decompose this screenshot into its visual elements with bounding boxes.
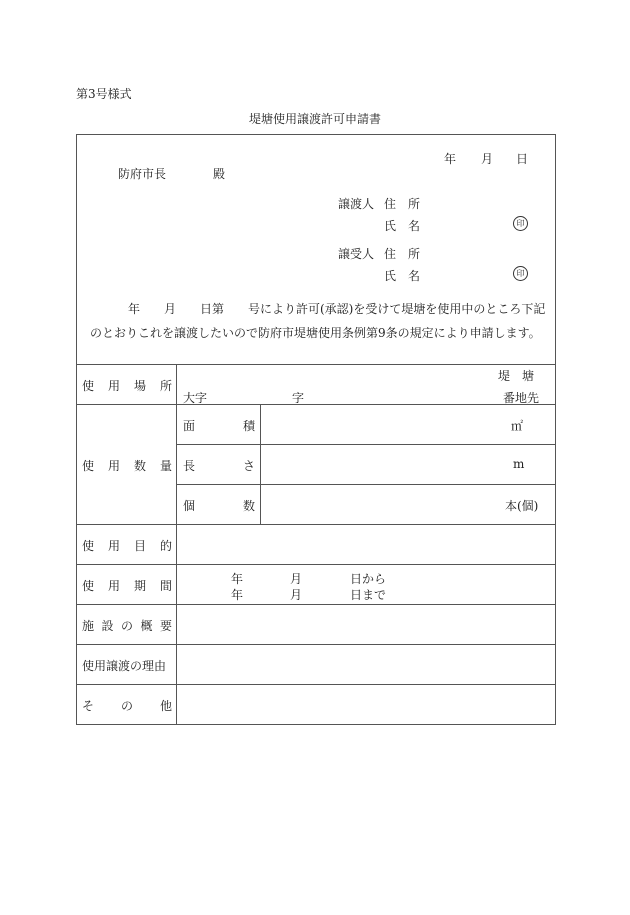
label-char: 使 xyxy=(82,459,95,473)
label-char: 用 xyxy=(107,539,120,553)
label-char: 設 xyxy=(101,619,114,633)
divider-area xyxy=(176,444,556,445)
count-unit: 本(個) xyxy=(505,499,539,513)
transferee-address-label-2: 所 xyxy=(408,247,421,261)
aza-label: 字 xyxy=(292,391,305,405)
count-label xyxy=(183,497,255,514)
label-char: 長 xyxy=(183,459,196,473)
label-column-divider xyxy=(176,364,177,725)
label-char: 使 xyxy=(82,539,95,553)
divider-purpose xyxy=(76,564,556,565)
date-year: 年 xyxy=(444,152,457,166)
transferee-label: 譲受人 xyxy=(338,247,375,261)
divider-location xyxy=(76,404,556,405)
transferee-name-label-2: 名 xyxy=(408,269,421,283)
divider-header xyxy=(76,364,556,365)
oaza-label: 大字 xyxy=(183,391,208,405)
label-char: 用 xyxy=(107,379,120,393)
period-to-year: 年 xyxy=(231,588,244,602)
date-day: 日 xyxy=(516,152,529,166)
other-label xyxy=(82,697,172,714)
form-frame xyxy=(76,134,556,725)
application-statement xyxy=(90,297,550,345)
divider-facility xyxy=(76,644,556,645)
period-label xyxy=(82,577,172,594)
label-char: 期 xyxy=(133,579,146,593)
label-char: 積 xyxy=(242,419,255,433)
honorific: 殿 xyxy=(213,167,226,181)
label-char: 的 xyxy=(159,539,172,553)
sublabel-column-divider xyxy=(260,404,261,524)
area-label xyxy=(183,417,255,434)
transferor-address-label-1: 住 xyxy=(384,197,397,211)
teito-label: 堤 塘 xyxy=(498,369,535,383)
divider-length xyxy=(176,484,556,485)
divider-reason xyxy=(76,684,556,685)
label-char: 量 xyxy=(159,459,172,473)
label-char: 間 xyxy=(159,579,172,593)
statement-line-1: 年 月 日第 号により許可(承認)を受けて堤塘を使用中のところ下記 xyxy=(128,302,546,316)
transferee-seal-icon: 印 xyxy=(513,266,528,281)
label-char: 概 xyxy=(140,619,153,633)
label-char: 数 xyxy=(133,459,146,473)
label-char: そ xyxy=(82,699,95,713)
transferor-seal-icon: 印 xyxy=(513,216,528,231)
length-label xyxy=(183,457,255,474)
purpose-label xyxy=(82,537,172,554)
period-to-day: 日まで xyxy=(350,588,387,602)
label-char: の xyxy=(120,699,133,713)
label-char: さ xyxy=(242,459,255,473)
banchi-label: 番地先 xyxy=(503,391,540,405)
date-month: 月 xyxy=(481,152,494,166)
transferee-address-label-1: 住 xyxy=(384,247,397,261)
transferor-name-label-1: 氏 xyxy=(384,219,397,233)
reason-label: 使用譲渡の理由 xyxy=(82,659,167,673)
label-char: 個 xyxy=(183,499,196,513)
location-label xyxy=(82,377,172,394)
quantity-label xyxy=(82,457,172,474)
form-title: 堤塘使用譲渡許可申請書 xyxy=(248,112,381,126)
label-char: 用 xyxy=(107,459,120,473)
label-char: 要 xyxy=(159,619,172,633)
label-char: 場 xyxy=(133,379,146,393)
label-char: 使 xyxy=(82,579,95,593)
addressee: 防府市長 xyxy=(118,167,167,181)
label-char: の xyxy=(120,619,133,633)
transferor-name-label-2: 名 xyxy=(408,219,421,233)
transferor-label: 譲渡人 xyxy=(338,197,375,211)
period-from-day: 日から xyxy=(350,572,387,586)
label-char: 施 xyxy=(82,619,95,633)
label-char: 数 xyxy=(242,499,255,513)
area-unit: ㎡ xyxy=(511,419,524,433)
divider-quantity xyxy=(76,524,556,525)
divider-period xyxy=(76,604,556,605)
transferee-name-label-1: 氏 xyxy=(384,269,397,283)
period-from-month: 月 xyxy=(290,572,303,586)
label-char: 面 xyxy=(183,419,196,433)
transferor-address-label-2: 所 xyxy=(408,197,421,211)
form-number: 第3号様式 xyxy=(76,87,132,101)
label-char: 所 xyxy=(159,379,172,393)
label-char: 目 xyxy=(133,539,146,553)
period-to-month: 月 xyxy=(290,588,303,602)
label-char: 使 xyxy=(82,379,95,393)
length-unit: m xyxy=(513,457,525,471)
statement-line-2: のとおりこれを譲渡したいので防府市堤塘使用条例第9条の規定により申請します。 xyxy=(90,326,541,340)
facility-label xyxy=(82,617,172,634)
label-char: 用 xyxy=(107,579,120,593)
label-char: 他 xyxy=(159,699,172,713)
period-from-year: 年 xyxy=(231,572,244,586)
